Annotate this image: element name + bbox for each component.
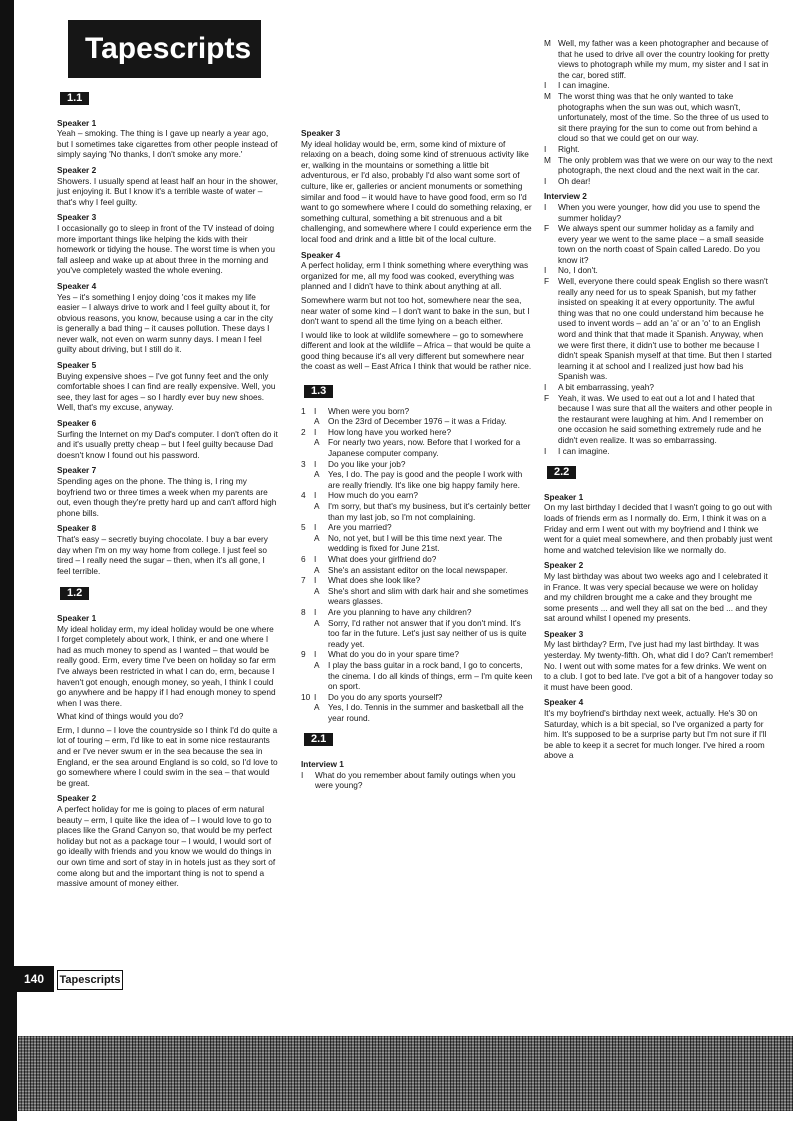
line-number: 7 <box>301 575 306 586</box>
speaker-label: Speaker 1 <box>57 612 97 623</box>
dialogue-line <box>544 223 774 265</box>
speaker-initial: F <box>544 276 550 287</box>
speaker-label: Speaker 2 <box>544 560 584 571</box>
line-text: Well, everyone there could speak English so there wasn't really any need for us to speak Spanish, but my father insisted on speaking it at every opportunity. The awful thing was that no one could understand him because he used to invent words – add an 'a' or an 'o' to an English word and think that that made it Spanish. Anyway, when we were first there, it didn't use to bother me because I didn't speak Spanish myself at that time. But then I started learning it at school and I realized just how bad his Spanish was. <box>558 276 772 382</box>
dialogue-line <box>544 91 774 144</box>
paragraph: A perfect holiday for me is going to places of erm natural beauty – erm, I quite like the idea of – I would love to go to places like the Grand Canyon so, that would be my perfect holiday but not as a package tour – I would, I would sort of go ideally with friends and you know we would do things in our own time and sort of stay in in hotels just as they sort of come along but and the important thing is not to spend a massive amount of money either. <box>57 804 276 889</box>
line-text: When were you born? <box>328 405 410 416</box>
paragraph: Erm, I dunno – I love the countryside so I think I'd do quite a lot of touring – erm, I'd like to eat in some nice restaurants and er I've never swum er in the sea because the sea in England, er the sea around England is so cold, so I'd love to go somewhere where I could swim in the sea – that would be great. <box>57 724 278 788</box>
dialogue-line <box>301 490 533 501</box>
line-text: Right. <box>558 143 580 154</box>
speaker-initial: I <box>314 691 317 702</box>
dialogue-line <box>301 618 533 650</box>
speaker-initial: I <box>314 490 317 501</box>
paragraph: It's my boyfriend's birthday next week, actually. He's 30 on Saturday, which is a bit special, so I've organized a party for him. It's supposed to be a surprise party but I'm not sure if I'll be able to keep it a secret for much longer. I've hired a room above a <box>544 708 767 761</box>
dialogue-line <box>301 649 533 660</box>
dialogue-line <box>544 80 774 91</box>
speaker-initial: I <box>314 522 317 533</box>
line-number: 3 <box>301 458 306 469</box>
paragraph: My ideal holiday erm, my ideal holiday would be one where I forget completely about work, I think, er and one where I had as much money to spend as I wanted – that would be really good. Erm, every time I've been on holiday so far erm I've always been restricted in what I can do, erm, because I haven't got enough, enough money, so yeah, I think I could go anywhere and be happy if I had enough money to spend when I was there. <box>57 623 276 708</box>
line-text: Yeah, it was. We used to eat out a lot and I hated that because I was sure that all the waiters and other people in the restaurant were laughing at him. And I remember on one occasion he said something extremely rude and he didn't even realize. It was so embarrassing. <box>558 392 773 445</box>
dialogue-line <box>544 393 774 446</box>
speaker-initial: F <box>544 223 550 234</box>
speaker-label: Speaker 4 <box>301 249 341 260</box>
paragraph: Buying expensive shoes – I've got funny feet and the only comfortable shoes I can find are really expensive. Well, you see, they last for ages – so I hardly ever buy new shoes. Well, that's my excuse, anyway. <box>57 370 276 413</box>
line-text: Do you like your job? <box>328 458 406 469</box>
line-number: 9 <box>301 649 306 660</box>
question: What kind of things would you do? <box>57 711 184 722</box>
speaker-initial: I <box>301 769 304 780</box>
line-number: 6 <box>301 553 306 564</box>
speaker-initial: A <box>314 564 320 575</box>
dialogue-line <box>544 446 774 457</box>
speaker-initial: A <box>314 532 320 543</box>
paragraph: Yes – it's something I enjoy doing 'cos it makes my life easier – I always drive to work and I feel guilty about it, for obvious reasons, you know, because using a car in the city is generally a bad thing – it causes pollution. These days I never walk, not even on warm sunny days. I mean I feel guilty about driving, but I still do it. <box>57 291 273 355</box>
dialogue-line <box>301 554 533 565</box>
line-number <box>301 702 314 723</box>
line-number: 4 <box>301 490 306 501</box>
line-text: What do you remember about family outings when you were young? <box>315 769 516 791</box>
speaker-initial: I <box>314 606 317 617</box>
speaker-initial: I <box>314 405 317 416</box>
section-1-3-dialogue <box>301 406 533 724</box>
paragraph: Somewhere warm but not too hot, somewhere near the sea, near water of some kind – I don't want to bake in the sun, but I don't want to spend all the time lying on a beach either. <box>301 294 530 327</box>
paragraph: That's easy – secretly buying chocolate. I buy a bar every day when I'm on my way home from college. I just feel so tired – I really need the sugar – then, when it's all gone, I feel terrible. <box>57 533 268 576</box>
left-margin-bar <box>0 0 14 1121</box>
line-number <box>301 501 314 522</box>
line-text: Yes, I do. The pay is good and the people I work with are really friendly. It's like one big happy family here. <box>328 469 523 490</box>
line-text: A bit embarrassing, yeah? <box>558 382 654 392</box>
speaker-label: Speaker 7 <box>57 465 97 476</box>
dialogue-line <box>301 692 533 703</box>
speaker-initial: I <box>544 80 547 91</box>
paragraph: On my last birthday I decided that I wasn't going to go out with loads of friends erm as I normally do. Erm, I think it was on a Friday and erm I went out with my boyfriend and I think we went for a quiet meal somewhere, and then probably just went home and watched television like we normally do. <box>544 502 773 555</box>
dialogue-line <box>301 533 533 554</box>
line-number: 1 <box>301 405 306 416</box>
line-number <box>301 618 314 650</box>
dialogue-line <box>301 770 533 791</box>
section-2-2-list <box>544 492 774 761</box>
speaker-initial: M <box>544 38 551 48</box>
line-number: 5 <box>301 522 306 533</box>
speaker-initial: I <box>314 649 317 660</box>
section-tag-1-3: 1.3 <box>304 385 333 398</box>
speaker-initial: I <box>314 575 317 586</box>
line-text: No, I don't. <box>558 265 598 276</box>
dialogue-line <box>301 459 533 470</box>
line-text: What do you do in your spare time? <box>328 649 459 660</box>
speaker-label: Speaker 2 <box>57 793 97 804</box>
paragraph: Spending ages on the phone. The thing is, I ring my boyfriend two or three times a week when my parents are out, even though they're pretty hard up and can't afford high phone bills. <box>57 476 277 518</box>
line-text: Are you planning to have any children? <box>328 606 472 617</box>
paragraph: My last birthday was about two weeks ago and I celebrated it in France. It was very special because we were on holiday and my children brought me a cake and they brought me some presents ... and well they all sat on the bed ... and they sat around whilst I opened my presents. <box>544 570 768 624</box>
speaker-label: Speaker 1 <box>57 117 97 128</box>
paragraph: My ideal holiday would be, erm, some kind of mixture of relaxing on a beach, doing some kind of strenuous activity like er, walking in the mountains or something a little bit adventurous, er I'd also, probably I'd also want some sort of culture, like er, galleries or ancient monuments or something similar and food – it would have to have good food, erm so I'd want to go somewhere where I could do something relaxing, er something cultural, something a bit strenuous and a bit challenging, and somewhere where I could experience erm the local food and drink and a little bit of the local culture. <box>301 138 532 244</box>
line-text: She's an assistant editor on the local newspaper. <box>328 564 508 575</box>
speaker-initial: A <box>314 437 320 448</box>
speaker-initial: A <box>314 501 320 511</box>
line-text: For nearly two years, now. Before that I worked for a Japanese computer company. <box>328 437 521 459</box>
speaker-label: Speaker 5 <box>57 360 97 371</box>
interview-2-dialogue <box>544 202 774 456</box>
speaker-initial: I <box>314 553 317 564</box>
line-text: She's short and slim with dark hair and she sometimes wears glasses. <box>328 585 529 607</box>
dialogue-line <box>301 437 533 458</box>
footer-label: Tapescripts <box>57 970 123 990</box>
dialogue-line <box>544 202 774 223</box>
section-1-1-list <box>57 118 278 577</box>
line-number <box>301 416 314 427</box>
dialogue-line <box>544 382 774 393</box>
speaker-initial: I <box>544 175 547 186</box>
speaker-label: Speaker 4 <box>544 697 584 708</box>
speaker-initial: A <box>314 585 320 596</box>
dialogue-line <box>301 406 533 417</box>
dialogue-line <box>544 144 774 155</box>
dialogue-line <box>301 660 533 692</box>
dialogue-line <box>301 565 533 576</box>
line-text: I play the bass guitar in a rock band, I go to concerts, the cinema. I do all kinds of things, erm – I'm quite keen on sport. <box>328 659 533 692</box>
column-3 <box>544 38 774 764</box>
interview-title: Interview 1 <box>301 759 344 770</box>
line-text: I can imagine. <box>558 445 610 456</box>
speaker-label: Speaker 1 <box>544 491 584 502</box>
speaker-label: Speaker 8 <box>57 523 97 534</box>
line-number <box>301 533 314 554</box>
speaker-initial: I <box>544 265 547 276</box>
line-number <box>301 586 314 607</box>
speaker-initial: A <box>314 617 320 628</box>
line-text: On the 23rd of December 1976 – it was a Friday. <box>328 416 507 427</box>
speaker-initial: M <box>544 90 551 101</box>
paragraph: My last birthday? Erm, I've just had my last birthday. It was yesterday. My twenty-fifth. Oh, what did I do? Can't remember! No. I went out with some mates for a few drinks. We went on to a club. I got to bed late. I've got a bit of a hangover today so it must have been good. <box>544 639 774 692</box>
paragraph: I would like to look at wildlife somewhere – go to somewhere different and look at the wildlife – Africa – that would be quite a good thing because it's all very different but somewhere near the coast as well – East Africa I think that would be rather nice. <box>301 329 532 372</box>
line-text: The only problem was that we were on our way to the next photograph, the next cloud and the next wait in the car. <box>558 154 773 176</box>
line-number <box>301 565 314 576</box>
dialogue-line <box>301 501 533 522</box>
line-text: How long have you worked here? <box>328 426 452 437</box>
speaker-label: Speaker 3 <box>544 628 584 639</box>
speaker-initial: A <box>314 659 320 670</box>
scan-artifact <box>18 1036 793 1111</box>
interview-title: Interview 2 <box>544 191 587 202</box>
line-text: Are you married? <box>328 522 392 533</box>
speaker-initial: A <box>314 702 320 713</box>
line-number <box>301 660 314 692</box>
line-text: No, not yet, but I will be this time next year. The wedding is fixed for June 21st. <box>328 532 503 554</box>
section-tag-2-2: 2.2 <box>547 466 576 479</box>
dialogue-line <box>544 155 774 176</box>
page-number: 140 <box>14 966 54 992</box>
line-number: 2 <box>301 426 306 437</box>
line-number: 10 <box>301 691 311 702</box>
line-text: Yes, I do. Tennis in the summer and basketball all the year round. <box>328 702 524 723</box>
section-tag-1-2: 1.2 <box>60 587 89 600</box>
margin-rule <box>14 990 17 1121</box>
line-number: 8 <box>301 606 306 617</box>
speaker-initial: I <box>544 445 547 456</box>
line-number <box>301 437 314 458</box>
dialogue-line <box>544 38 774 80</box>
line-number <box>301 469 314 490</box>
line-text: Oh dear! <box>558 175 591 186</box>
dialogue-line <box>301 586 533 607</box>
line-text: When you were younger, how did you use to spend the summer holiday? <box>558 201 761 223</box>
speaker-label: Speaker 6 <box>57 418 97 429</box>
dialogue-line <box>301 702 533 723</box>
dialogue-line <box>301 416 533 427</box>
speaker-initial: I <box>544 201 547 212</box>
section-tag-2-1: 2.1 <box>304 733 333 746</box>
dialogue-line <box>301 522 533 533</box>
speaker-initial: I <box>544 143 547 154</box>
paragraph: Yeah – smoking. The thing is I gave up nearly a year ago, but I sometimes take cigarettes from other people instead of simply saying 'No thanks, I don't smoke any more.' <box>57 128 278 160</box>
speaker-initial: M <box>544 154 551 165</box>
speaker-initial: I <box>544 382 547 392</box>
paragraph: I occasionally go to sleep in front of the TV instead of doing more important things like helping the kids with their homework or tidying the house. The worst time is when you fall asleep and wake up at about three in the morning and you've completely wasted the whole evening. <box>57 222 275 276</box>
line-text: What does your girlfriend do? <box>328 553 437 564</box>
line-text: Do you do any sports yourself? <box>328 691 443 702</box>
line-text: We always spent our summer holiday as a family and every year we went to the same place – a small seaside town on the north coast of Spain called Laredo. Do you know it? <box>558 223 764 265</box>
line-text: Well, my father was a keen photographer and because of that he used to drive all over the country looking for pretty views to photograph while my mum, my sister and I sat in the car, bored stiff. <box>558 38 770 80</box>
speaker-label: Speaker 3 <box>57 212 97 223</box>
dialogue-line <box>301 469 533 490</box>
section-tag-1-1: 1.1 <box>60 92 89 105</box>
dialogue-line <box>544 265 774 276</box>
line-text: The worst thing was that he only wanted to take photographs when the sun was out, which wasn't, unfortunately, most of the time. So the three of us used to sit there praying for the sun to come out from behind a cloud so that we could get on our way. <box>558 90 769 144</box>
speaker-label: Speaker 3 <box>301 128 341 138</box>
line-text: I'm sorry, but that's my business, but it's certainly better than my last job, so I'm not complaining. <box>328 501 531 522</box>
speaker-label: Speaker 2 <box>57 164 97 175</box>
page-title: Tapescripts <box>68 20 261 78</box>
line-text: How much do you earn? <box>328 490 418 501</box>
paragraph: Showers. I usually spend at least half an hour in the shower, just enjoying it. But I know it's a terrible waste of water – that's why I feel guilty. <box>57 175 278 207</box>
dialogue-line <box>544 176 774 187</box>
dialogue-line <box>301 607 533 618</box>
line-text: Sorry, I'd rather not answer that if you don't mind. It's too far in the future. Let's just say neither of us is quite ready yet. <box>328 617 527 649</box>
speaker-initial: A <box>314 416 320 427</box>
paragraph: Surfing the Internet on my Dad's computer. I don't often do it and it's usually pretty cheap – but I feel guilty because Dad doesn't know I found out his password. <box>57 428 278 460</box>
speaker-initial: I <box>314 426 317 437</box>
line-text: I can imagine. <box>558 80 610 91</box>
line-text: What does she look like? <box>328 575 421 586</box>
dialogue-line <box>544 276 774 382</box>
speaker-initial: A <box>314 469 320 480</box>
column-1 <box>57 88 278 892</box>
speaker-initial: F <box>544 392 550 403</box>
dialogue-line <box>301 427 533 438</box>
speaker-label: Speaker 4 <box>57 280 97 291</box>
speaker-initial: I <box>314 458 317 469</box>
dialogue-line <box>301 575 533 586</box>
interview-1-dialogue <box>301 770 533 791</box>
paragraph: A perfect holiday, erm I think something where everything was organized for me, all my food was cooked, everything was planned and I didn't have to think about anything at all. <box>301 260 529 292</box>
interview-1-dialogue-cont <box>544 38 774 186</box>
column-2 <box>301 38 533 791</box>
